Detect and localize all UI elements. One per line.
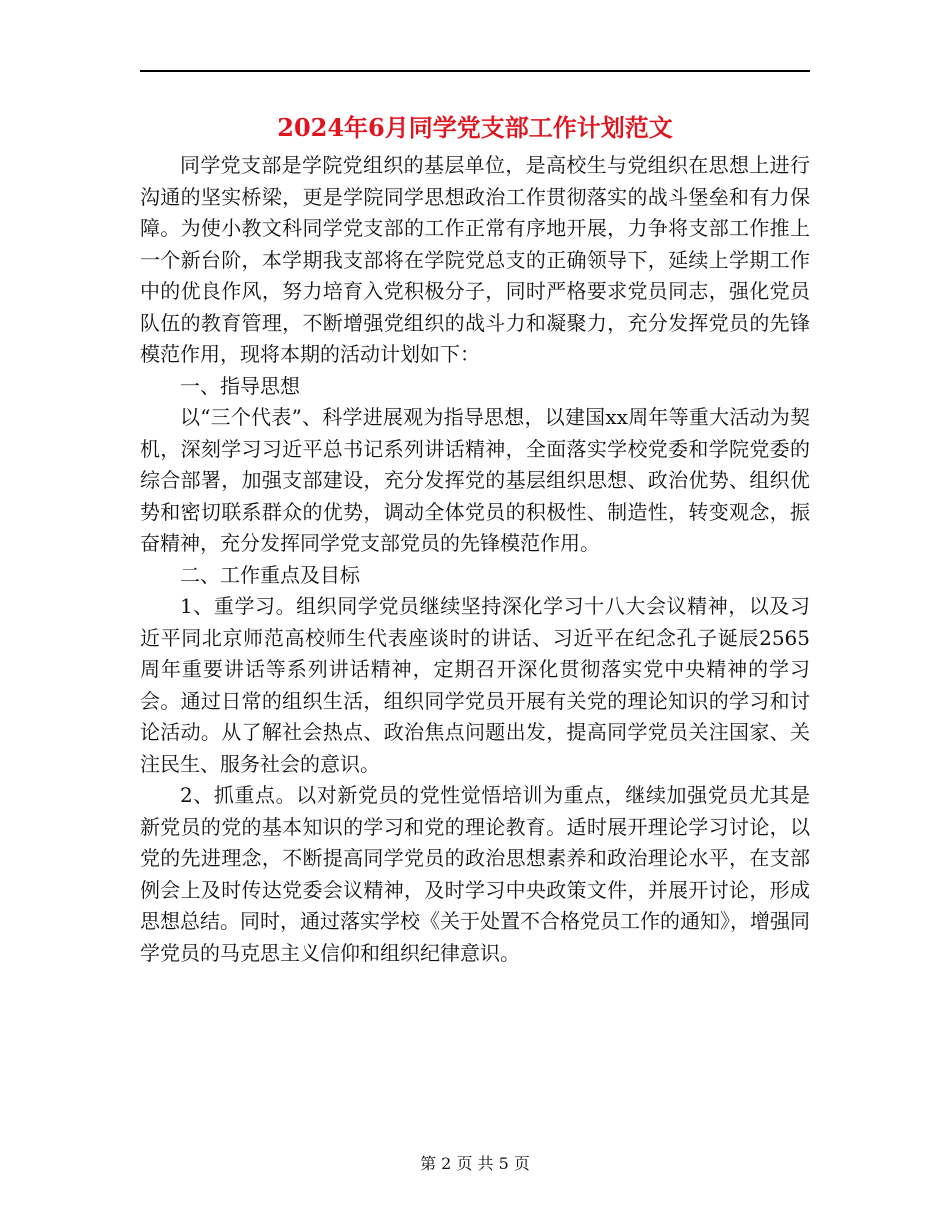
paragraph-guiding-ideology: 以“三个代表”、科学进展观为指导思想，以建国xx周年等重大活动为契机，深刻学习习近平总书记系列讲话精神，全面落实学校党委和学院党委的综合部署，加强支部建设，充分发挥党的基层组织思想、政治优势、组织优势和密切联系群众的优势，调动全体党员的积极性、制造性，转变观念，振奋精神，充分发挥同学党支部党员的先锋模范作用。 [140,405,810,555]
document-title: 2024年6月同学党支部工作计划范文 [277,113,673,142]
paragraph-key-points: 2、抓重点。以对新党员的党性觉悟培训为重点，继续加强党员尤其是新党员的党的基本知识的学习和党的理论教育。适时展开理论学习讨论，以党的先进理念，不断提高同学党员的政治思想素养和政治理论水平，在支部例会上及时传达党委会议精神，及时学习中央政策文件，并展开讨论，形成思想总结。同时，通过落实学校《关于处置不合格党员工作的通知》，增强同学党员的马克思主义信仰和组织纪律意识。 [140,783,810,965]
page-number-footer: 第 2 页 共 5 页 [420,1154,530,1173]
heading-work-focus: 二、工作重点及目标 [180,562,360,587]
paragraph-study: 1、重学习。组织同学党员继续坚持深化学习十八大会议精神，以及习近平同北京师范高校师生代表座谈时的讲话、习近平在纪念孔子诞辰2565周年重要讲话等系列讲话精神，定期召开深化贯彻落实党中央精神的学习会。通过日常的组织生活，组织同学党员开展有关党的理论知识的学习和讨论活动。从了解社会热点、政治焦点问题出发，提高同学党员关注国家、关注民生、服务社会的意识。 [140,594,810,776]
document-body [140,150,810,969]
header-rule [140,70,810,72]
paragraph-intro: 同学党支部是学院党组织的基层单位，是高校生与党组织在思想上进行沟通的坚实桥梁，更是学院同学思想政治工作贯彻落实的战斗堡垒和有力保障。为使小教文科同学党支部的工作正常有序地开展，力争将支部工作推上一个新台阶，本学期我支部将在学院党总支的正确领导下，延续上学期工作中的优良作风，努力培育入党积极分子，同时严格要求党员同志，强化党员队伍的教育管理，不断增强党组织的战斗力和凝聚力，充分发挥党员的先锋模范作用，现将本期的活动计划如下： [140,153,810,366]
heading-guiding-ideology: 一、指导思想 [180,373,300,398]
